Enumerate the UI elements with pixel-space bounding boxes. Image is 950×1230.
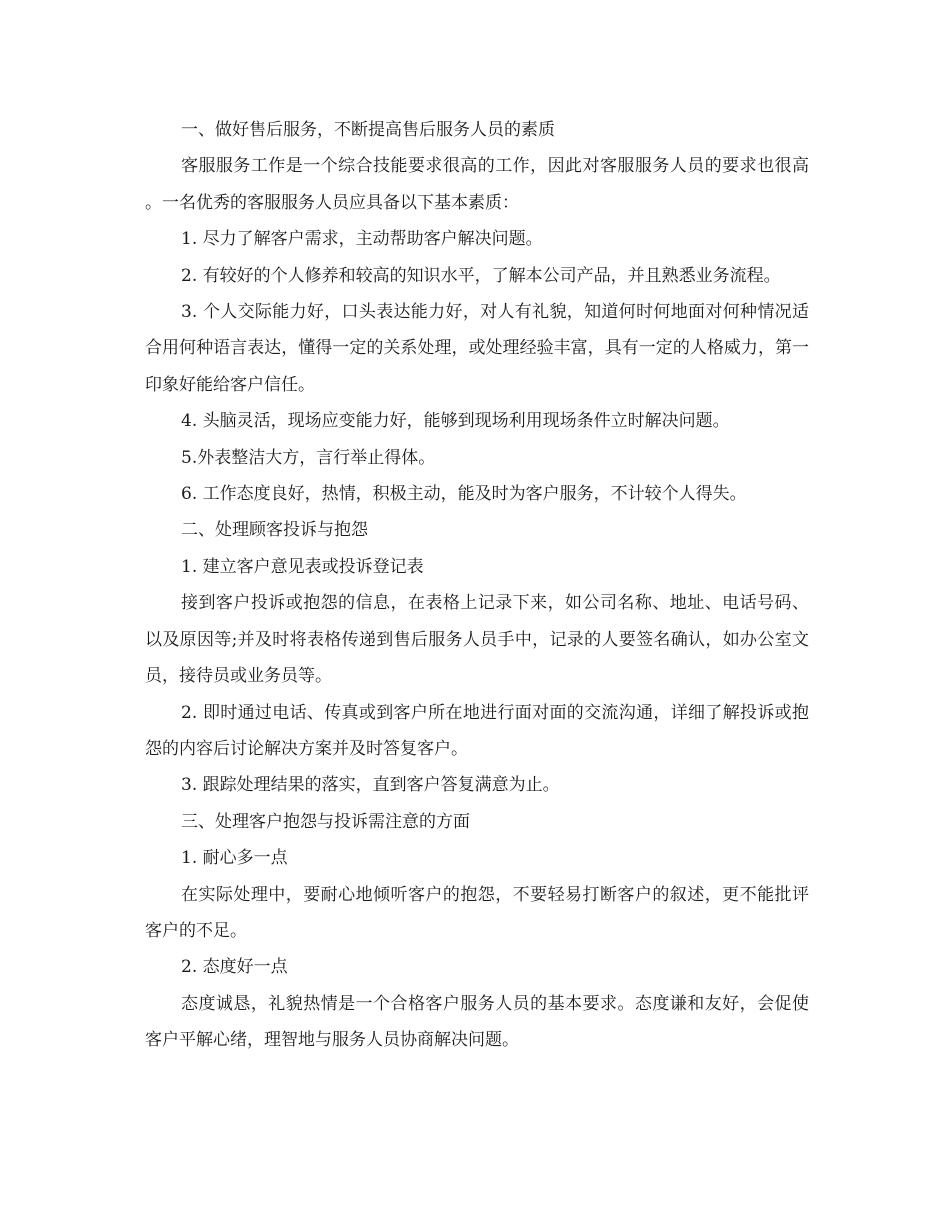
paragraph: 态度诚恳，礼貌热情是一个合格客户服务人员的基本要求。态度谦和友好，会促使客户平解心绪，理智地与服务人员协商解决问题。 bbox=[145, 993, 809, 1051]
list-item: 2. 有较好的个人修养和较高的知识水平，了解本公司产品，并且熟悉业务流程。 bbox=[181, 265, 781, 286]
list-item: 2. 即时通过电话、传真或到客户所在地进行面对面的交流沟通，详细了解投诉或抱怨的内容后讨论解决方案并及时答复客户。 bbox=[145, 702, 809, 759]
list-item: 1. 耐心多一点 bbox=[181, 848, 288, 869]
list-item: 1. 尽力了解客户需求，主动帮助客户解决问题。 bbox=[181, 229, 543, 250]
list-item: 2. 态度好一点 bbox=[181, 957, 288, 978]
list-item: 5.外表整洁大方，言行举止得体。 bbox=[181, 447, 436, 468]
paragraph: 在实际处理中，要耐心地倾听客户的抱怨，不要轻易打断客户的叙述，更不能批评客户的不足。 bbox=[145, 884, 809, 941]
paragraph: 客服服务工作是一个综合技能要求很高的工作，因此对客服服务人员的要求也很高。一名优秀的客服服务人员应具备以下基本素质： bbox=[145, 156, 809, 213]
document-page bbox=[145, 112, 809, 1059]
list-item: 6. 工作态度良好，热情，积极主动，能及时为客户服务，不计较个人得失。 bbox=[181, 484, 747, 505]
list-item: 3. 跟踪处理结果的落实，直到客户答复满意为止。 bbox=[181, 775, 560, 796]
section-heading-2: 二、处理顾客投诉与抱怨 bbox=[181, 520, 368, 541]
list-item: 1. 建立客户意见表或投诉登记表 bbox=[181, 556, 424, 577]
list-item: 3. 个人交际能力好，口头表达能力好，对人有礼貌，知道何时何地面对何种情况适合用何种语言表达，懂得一定的关系处理，或处理经验丰富，具有一定的人格威力，第一印象好能给客户信任。 bbox=[145, 302, 809, 395]
list-item: 4. 头脑灵活，现场应变能力好，能够到现场利用现场条件立时解决问题。 bbox=[181, 411, 730, 432]
section-heading-3: 三、处理客户抱怨与投诉需注意的方面 bbox=[181, 811, 470, 832]
paragraph: 接到客户投诉或抱怨的信息，在表格上记录下来，如公司名称、地址、电话号码、以及原因等;并及时将表格传递到售后服务人员手中，记录的人要签名确认，如办公室文员，接待员或业务员等。 bbox=[145, 593, 809, 687]
section-heading-1: 一、做好售后服务，不断提高售后服务人员的素质 bbox=[181, 120, 555, 140]
